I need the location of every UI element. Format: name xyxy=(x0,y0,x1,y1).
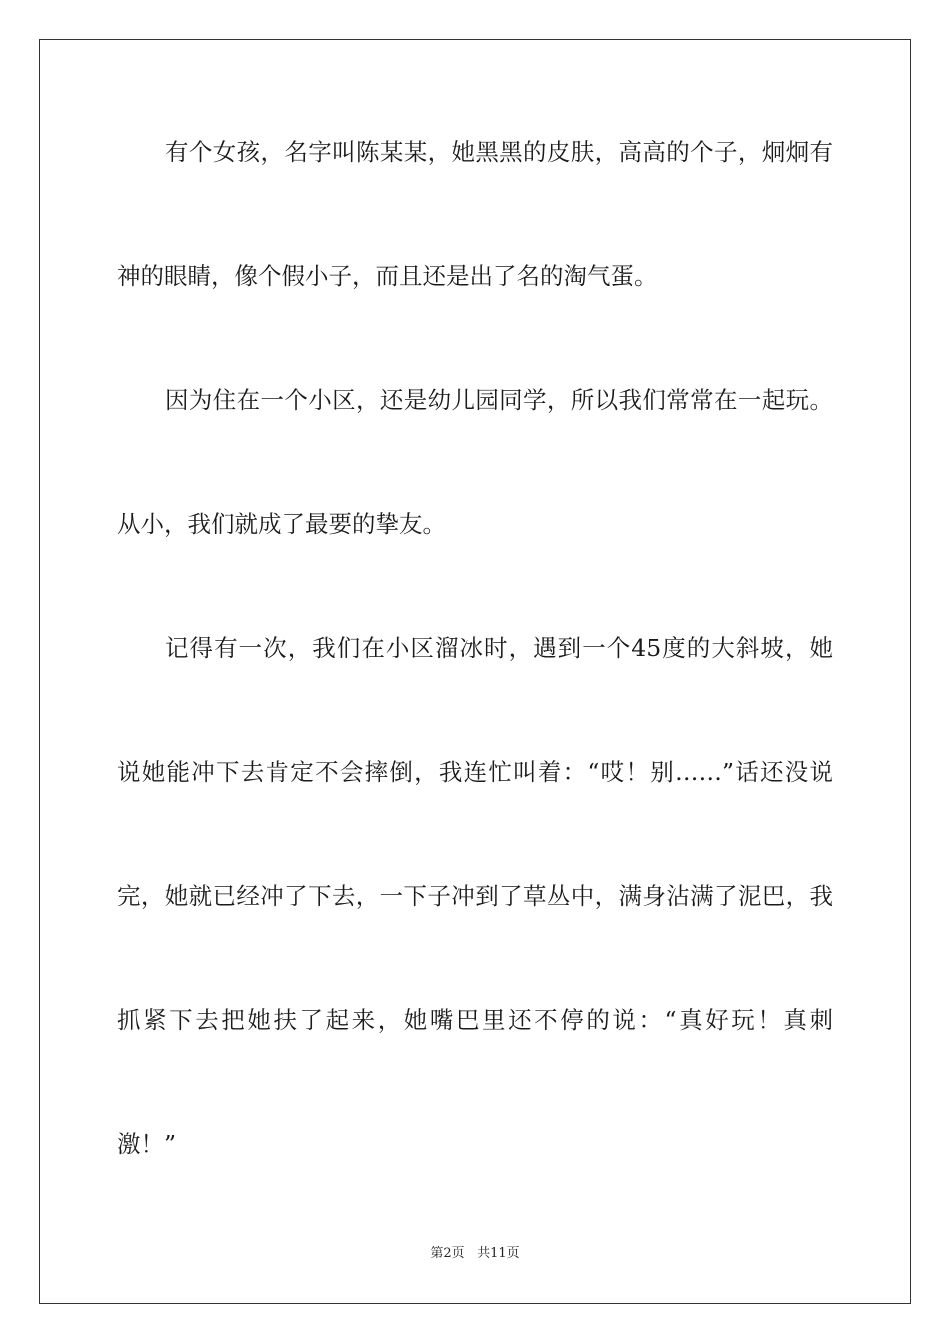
page-footer xyxy=(0,1245,950,1263)
text-line-7: 完，她就已经冲了下去，一下子冲到了草丛中，满身沾满了泥巴，我 xyxy=(117,882,833,910)
text-line-9: 激！” xyxy=(117,1130,177,1158)
page-total: 共11页 xyxy=(477,1246,520,1261)
page-border xyxy=(39,39,911,1304)
text-line-4: 从小，我们就成了最要的挚友。 xyxy=(117,510,446,538)
text-line-6: 说她能冲下去肯定不会摔倒，我连忙叫着：“哎！别……”话还没说 xyxy=(117,758,833,786)
text-line-1: 有个女孩，名字叫陈某某，她黑黑的皮肤，高高的个子，炯炯有 xyxy=(165,138,833,166)
page-number: 第2页 xyxy=(430,1246,465,1261)
text-line-2: 神的眼睛，像个假小子，而且还是出了名的淘气蛋。 xyxy=(117,262,658,290)
text-line-8: 抓紧下去把她扶了起来，她嘴巴里还不停的说：“真好玩！真刺 xyxy=(117,1006,833,1034)
text-line-3: 因为住在一个小区，还是幼儿园同学，所以我们常常在一起玩。 xyxy=(165,386,833,414)
text-line-5: 记得有一次，我们在小区溜冰时，遇到一个45度的大斜坡，她 xyxy=(165,634,833,662)
